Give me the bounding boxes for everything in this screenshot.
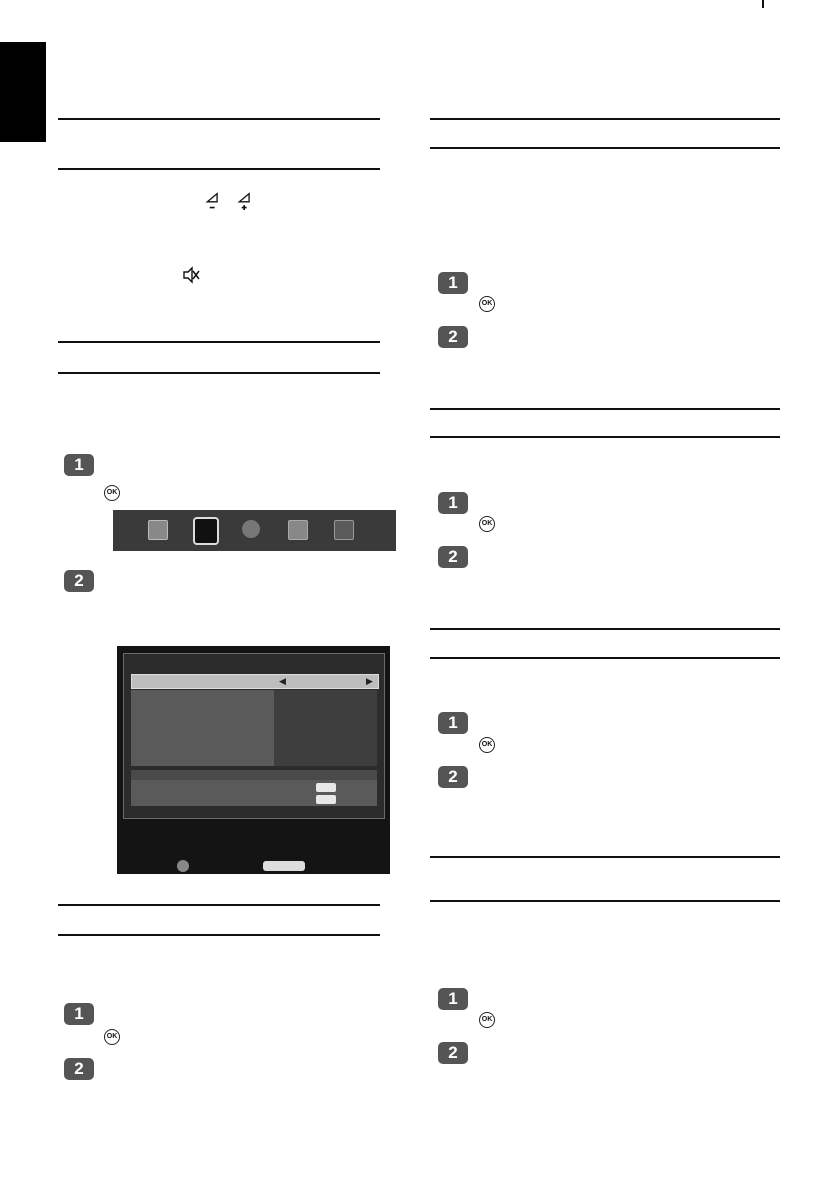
settings-value-panel bbox=[274, 690, 377, 766]
ok-button-icon: OK bbox=[479, 516, 495, 532]
settings-list-panel bbox=[131, 690, 274, 766]
mute-icon bbox=[182, 266, 200, 284]
ok-button-icon: OK bbox=[479, 1012, 495, 1028]
section-rule bbox=[430, 856, 780, 858]
top-edge-mark bbox=[762, 0, 764, 8]
step-2-badge: 2 bbox=[438, 1042, 468, 1064]
section-rule bbox=[430, 657, 780, 659]
picture-menu-icon[interactable] bbox=[148, 520, 168, 540]
volume-down-icon bbox=[204, 192, 222, 210]
step-2-badge: 2 bbox=[438, 546, 468, 568]
step-1-badge: 1 bbox=[438, 712, 468, 734]
ok-button-icon: OK bbox=[104, 485, 120, 501]
step-1-badge: 1 bbox=[438, 272, 468, 294]
section-rule bbox=[58, 904, 380, 906]
section-rule bbox=[58, 118, 380, 120]
preferences-menu-icon[interactable] bbox=[288, 520, 308, 540]
ok-button-icon: OK bbox=[104, 1029, 120, 1045]
section-rule bbox=[430, 118, 780, 120]
right-arrow-icon[interactable]: ▶ bbox=[366, 676, 373, 686]
step-1-badge: 1 bbox=[438, 492, 468, 514]
left-arrow-icon[interactable]: ◀ bbox=[279, 676, 286, 686]
dialog-option-button[interactable] bbox=[316, 795, 336, 804]
settings-menu-bar bbox=[113, 510, 396, 551]
section-rule bbox=[58, 372, 380, 374]
section-rule bbox=[430, 408, 780, 410]
step-1-badge: 1 bbox=[64, 1003, 94, 1025]
step-1-badge: 1 bbox=[64, 454, 94, 476]
step-2-badge: 2 bbox=[64, 570, 94, 592]
navigation-pad-icon bbox=[177, 860, 189, 872]
step-2-badge: 2 bbox=[438, 326, 468, 348]
list-menu-icon[interactable] bbox=[334, 520, 354, 540]
ok-button-icon: OK bbox=[479, 737, 495, 753]
step-2-badge: 2 bbox=[64, 1058, 94, 1080]
dialog-option-button[interactable] bbox=[316, 783, 336, 792]
step-1-badge: 1 bbox=[438, 988, 468, 1010]
language-tab bbox=[0, 42, 46, 142]
volume-up-icon bbox=[236, 192, 254, 210]
ok-button-icon: OK bbox=[479, 296, 495, 312]
selected-setting-row[interactable] bbox=[131, 674, 379, 689]
section-rule bbox=[430, 900, 780, 902]
dialog-divider bbox=[131, 770, 377, 780]
settings-lower-panel bbox=[131, 780, 377, 806]
sound-menu-icon[interactable] bbox=[193, 517, 219, 545]
section-rule bbox=[430, 436, 780, 438]
sound-settings-dialog bbox=[117, 646, 390, 874]
section-rule bbox=[430, 628, 780, 630]
section-rule bbox=[58, 168, 380, 170]
section-rule bbox=[58, 934, 380, 936]
step-2-badge: 2 bbox=[438, 766, 468, 788]
section-rule bbox=[430, 147, 780, 149]
setup-menu-icon[interactable] bbox=[242, 520, 260, 538]
dialog-return-button[interactable] bbox=[263, 861, 305, 871]
section-rule bbox=[58, 341, 380, 343]
